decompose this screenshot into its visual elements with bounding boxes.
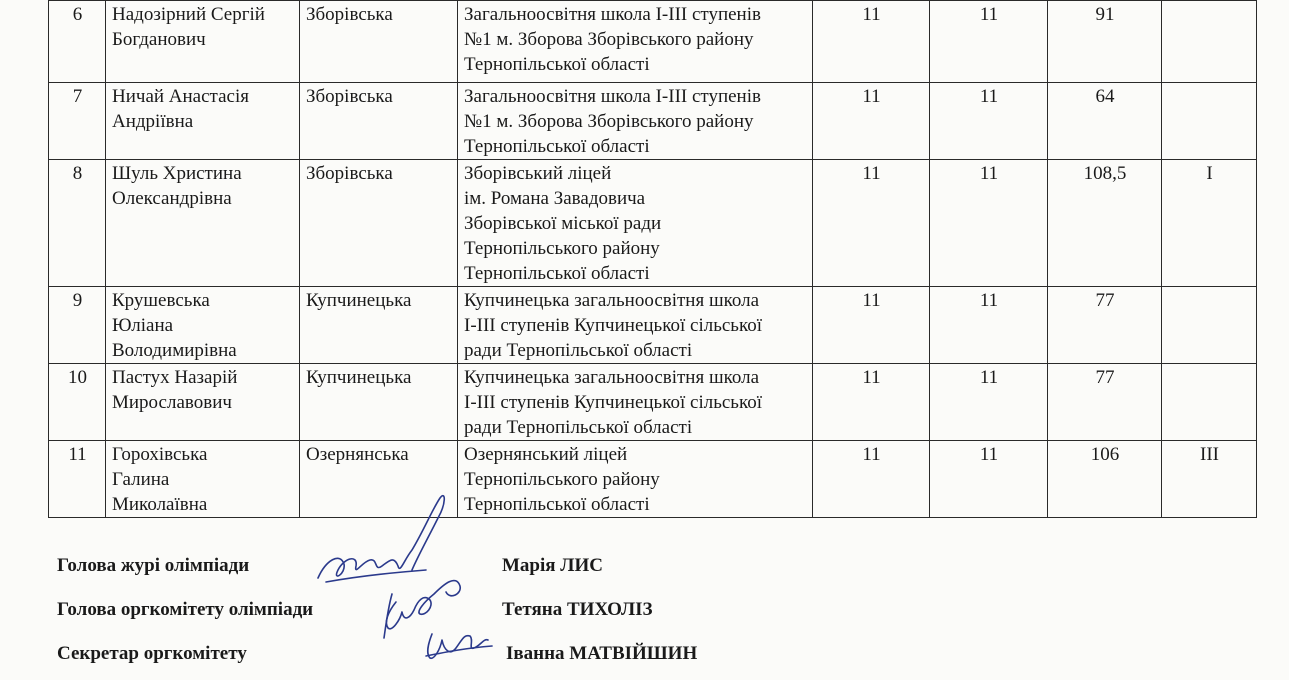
school: Купчинецька загальноосвітня школа І-ІІІ ступенів Купчинецької сільської ради Тернопільської області bbox=[458, 287, 813, 364]
score: 77 bbox=[1048, 287, 1162, 364]
table-row bbox=[49, 1, 1257, 83]
table-row bbox=[49, 160, 1257, 287]
competition-class: 11 bbox=[930, 364, 1048, 441]
signature-orgcommittee-head bbox=[384, 581, 460, 638]
school: Загальноосвітня школа І-ІІІ ступенів №1 м. Зборова Зборівського району Тернопільської області bbox=[458, 1, 813, 83]
competition-class: 11 bbox=[930, 1, 1048, 83]
row-number: 9 bbox=[49, 287, 106, 364]
participant-name: Шуль Христина Олександрівна bbox=[106, 160, 300, 287]
table-row bbox=[49, 441, 1257, 518]
results-table bbox=[48, 0, 1257, 518]
participant-name: Ничай Анастасія Андріївна bbox=[106, 83, 300, 160]
grade: 11 bbox=[813, 83, 930, 160]
signature-jury-head bbox=[318, 496, 444, 582]
score: 64 bbox=[1048, 83, 1162, 160]
orgcommittee-head-label: Голова оргкомітету олімпіади bbox=[57, 599, 314, 620]
grade: 11 bbox=[813, 287, 930, 364]
school: Зборівський ліцей ім. Романа Завадовича Зборівської міської ради Тернопільського району Тернопільської області bbox=[458, 160, 813, 287]
score: 106 bbox=[1048, 441, 1162, 518]
table-row bbox=[49, 364, 1257, 441]
jury-head-name: Марія ЛИС bbox=[502, 555, 603, 576]
score: 77 bbox=[1048, 364, 1162, 441]
competition-class: 11 bbox=[930, 441, 1048, 518]
row-number: 6 bbox=[49, 1, 106, 83]
competition-class: 11 bbox=[930, 83, 1048, 160]
place bbox=[1162, 364, 1257, 441]
participant-name: Надозірний Сергій Богданович bbox=[106, 1, 300, 83]
participant-name: Крушевська Юліана Володимирівна bbox=[106, 287, 300, 364]
grade: 11 bbox=[813, 364, 930, 441]
participant-name: Пастух Назарій Мирославович bbox=[106, 364, 300, 441]
school: Загальноосвітня школа І-ІІІ ступенів №1 м. Зборова Зборівського району Тернопільської області bbox=[458, 83, 813, 160]
row-number: 10 bbox=[49, 364, 106, 441]
table-row bbox=[49, 83, 1257, 160]
grade: 11 bbox=[813, 160, 930, 287]
competition-class: 11 bbox=[930, 160, 1048, 287]
score: 108,5 bbox=[1048, 160, 1162, 287]
school: Озернянський ліцей Тернопільського району Тернопільської області bbox=[458, 441, 813, 518]
school: Купчинецька загальноосвітня школа І-ІІІ ступенів Купчинецької сільської ради Тернопільської області bbox=[458, 364, 813, 441]
handwritten-signatures bbox=[300, 490, 500, 680]
community: Купчинецька bbox=[300, 364, 458, 441]
community: Зборівська bbox=[300, 83, 458, 160]
place bbox=[1162, 1, 1257, 83]
secretary-name: Іванна МАТВІЙШИН bbox=[506, 643, 698, 664]
community: Купчинецька bbox=[300, 287, 458, 364]
community: Озернянська bbox=[300, 441, 458, 518]
grade: 11 bbox=[813, 1, 930, 83]
signature-secretary bbox=[426, 634, 492, 658]
row-number: 7 bbox=[49, 83, 106, 160]
secretary-label: Секретар оргкомітету bbox=[57, 643, 247, 664]
place: ІІІ bbox=[1162, 441, 1257, 518]
community: Зборівська bbox=[300, 1, 458, 83]
place bbox=[1162, 287, 1257, 364]
competition-class: 11 bbox=[930, 287, 1048, 364]
grade: 11 bbox=[813, 441, 930, 518]
place: І bbox=[1162, 160, 1257, 287]
jury-head-label: Голова журі олімпіади bbox=[57, 555, 250, 576]
row-number: 11 bbox=[49, 441, 106, 518]
orgcommittee-head-name: Тетяна ТИХОЛІЗ bbox=[502, 599, 653, 620]
table-row bbox=[49, 287, 1257, 364]
row-number: 8 bbox=[49, 160, 106, 287]
place bbox=[1162, 83, 1257, 160]
score: 91 bbox=[1048, 1, 1162, 83]
participant-name: Горохівська Галина Миколаївна bbox=[106, 441, 300, 518]
community: Зборівська bbox=[300, 160, 458, 287]
